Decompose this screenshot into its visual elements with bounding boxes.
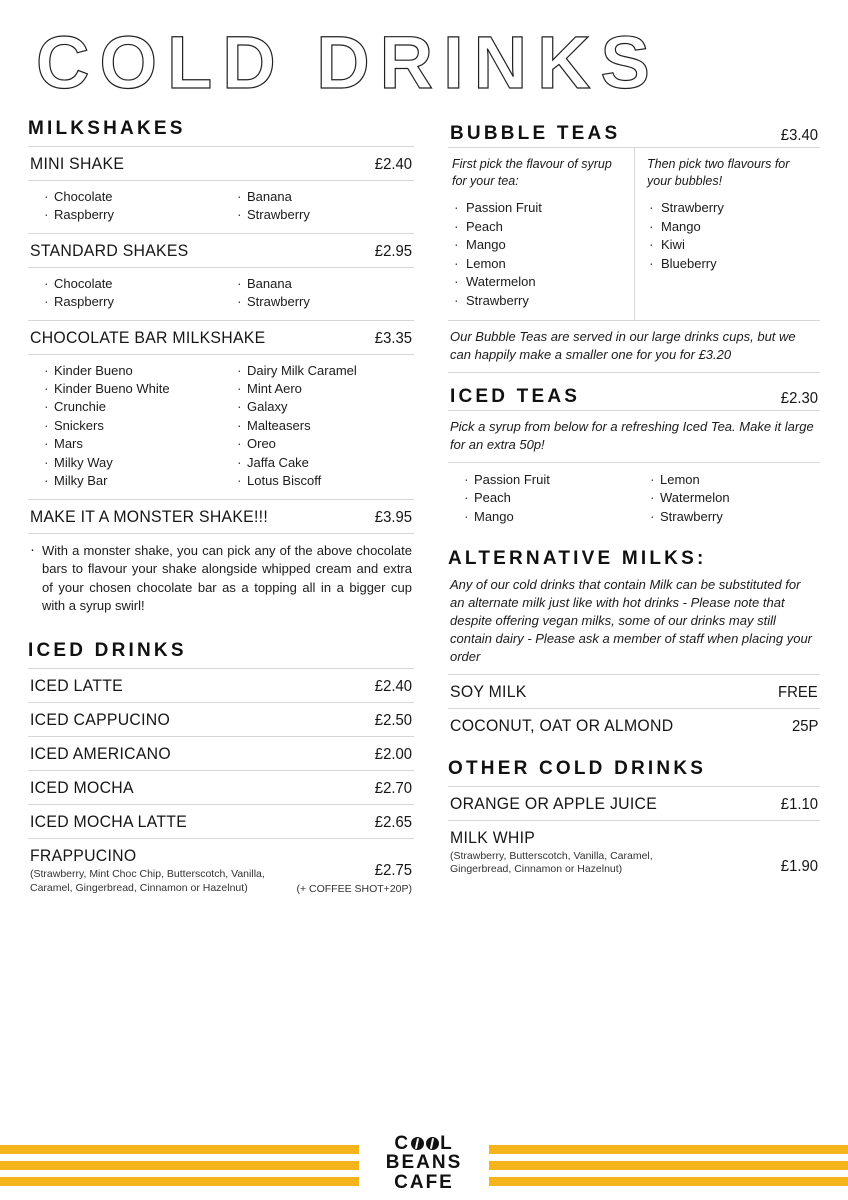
- list-item: · Strawberry: [648, 508, 820, 526]
- item-price: £2.00: [374, 746, 412, 764]
- section-heading-iced-teas: ICED TEAS: [450, 386, 581, 408]
- bubble-tea-note: Our Bubble Teas are served in our large drinks cups, but we can happily make a smaller one for you for £3.20: [450, 329, 796, 363]
- bubble-tea-bubble-list: [647, 199, 812, 273]
- section-heading-milkshakes: MILKSHAKES: [28, 117, 186, 139]
- menu-item-iced-americano: [28, 736, 414, 770]
- item-price: £2.50: [374, 712, 412, 730]
- list-item: · Lotus Biscoff: [235, 472, 414, 490]
- menu-item-mini-shake: [28, 146, 414, 180]
- page-footer: [0, 1104, 848, 1200]
- item-name: ORANGE OR APPLE JUICE: [450, 793, 658, 813]
- item-price: 25P: [791, 717, 818, 735]
- list-item: · Galaxy: [235, 398, 414, 416]
- list-item: · Kiwi: [647, 236, 812, 254]
- item-price-note: (+ COFFEE SHOT+20P): [296, 882, 412, 895]
- list-item: · Milky Bar: [42, 472, 221, 490]
- section-heading-iced-drinks: ICED DRINKS: [28, 640, 187, 662]
- logo-letter-c: C: [394, 1132, 411, 1154]
- list-item: · Malteasers: [235, 417, 414, 435]
- menu-item-frappucino: [28, 838, 414, 900]
- list-item: · Kinder Bueno White: [42, 380, 221, 398]
- item-name: MINI SHAKE: [30, 153, 125, 173]
- list-item: · Peach: [462, 489, 634, 507]
- item-name: SOY MILK: [450, 681, 527, 701]
- right-column: [448, 116, 820, 883]
- page-title: COLD DRINKS: [36, 21, 660, 104]
- bubble-tea-syrup-list: [452, 199, 626, 310]
- menu-item-monster-shake: [28, 499, 414, 533]
- flavour-column-left: [28, 362, 221, 491]
- iced-tea-flavours: [448, 462, 820, 532]
- chocolate-bar-flavours: [28, 354, 414, 499]
- list-item: · Crunchie: [42, 398, 221, 416]
- logo-letter-l: L: [440, 1132, 454, 1154]
- item-price: FREE: [778, 683, 818, 701]
- bubble-tea-options: [448, 147, 820, 321]
- list-item: · Passion Fruit: [452, 199, 626, 217]
- list-item: · Raspberry: [42, 206, 221, 224]
- list-item: · Banana: [235, 275, 414, 293]
- menu-item-soy-milk: [448, 674, 820, 708]
- list-item: · Mango: [452, 236, 626, 254]
- menu-item-standard-shakes: [28, 233, 414, 267]
- frappucino-price-block: [296, 862, 412, 895]
- menu-item-iced-mocha-latte: [28, 804, 414, 838]
- item-description: (Strawberry, Butterscotch, Vanilla, Caramel, Gingerbread, Cinnamon or Hazelnut): [450, 849, 653, 876]
- flavour-column-left: [448, 471, 634, 526]
- list-item: · Strawberry: [235, 206, 414, 224]
- list-item: · Passion Fruit: [462, 471, 634, 489]
- item-price: £1.90: [780, 858, 818, 876]
- menu-item-iced-latte: [28, 668, 414, 702]
- item-name: ICED AMERICANO: [30, 744, 171, 764]
- iced-tea-note: Pick a syrup from below for a refreshing Iced Tea. Make it large for an extra 50p!: [448, 410, 820, 462]
- section-price-bubble-teas: £3.40: [780, 126, 818, 144]
- list-item: · Jaffa Cake: [235, 454, 414, 472]
- list-item: · Kinder Bueno: [42, 362, 221, 380]
- list-item: · Mint Aero: [235, 380, 414, 398]
- menu-item-milk-whip: [448, 820, 820, 882]
- item-price: £2.40: [374, 678, 412, 696]
- coffee-bean-icon: [411, 1137, 424, 1150]
- flavour-column-left: [28, 188, 221, 225]
- item-name: COCONUT, OAT OR ALMOND: [450, 715, 674, 735]
- logo-line-cool: [369, 1134, 479, 1153]
- left-column: [28, 116, 414, 901]
- list-item: · Mango: [462, 508, 634, 526]
- list-item: · Milky Way: [42, 454, 221, 472]
- flavour-column-left: [28, 275, 221, 312]
- list-item: · Strawberry: [235, 293, 414, 311]
- list-item: · Mars: [42, 435, 221, 453]
- section-heading-alternative-milks: ALTERNATIVE MILKS:: [448, 548, 707, 570]
- list-item: · Lemon: [648, 471, 820, 489]
- flavour-column-right: [221, 362, 414, 491]
- item-name: ICED LATTE: [30, 676, 123, 696]
- section-heading-iced-teas-row: [448, 372, 820, 410]
- item-price: £3.35: [374, 329, 412, 347]
- menu-columns: [28, 116, 820, 901]
- item-name: MAKE IT A MONSTER SHAKE!!!: [30, 506, 269, 526]
- list-item: · Oreo: [235, 435, 414, 453]
- monster-shake-note: · With a monster shake, you can pick any of the above chocolate bars to flavour your shake alongside whipped cream and extra of your chosen chocolate bar as a topping all in a bigger cup with a syrup swirl!: [28, 533, 414, 625]
- flavour-column-right: [221, 188, 414, 225]
- list-item: · Dairy Milk Caramel: [235, 362, 414, 380]
- bubble-tea-syrup-lead: First pick the flavour of syrup for your tea:: [452, 156, 612, 188]
- flavour-column-right: [221, 275, 414, 312]
- item-price: £2.75: [374, 861, 412, 879]
- cool-beans-cafe-logo: [359, 1130, 489, 1194]
- alternative-milks-note: Any of our cold drinks that contain Milk can be substituted for an alternate milk just like with hot drinks - Please note that despite offering vegan milks, some of our drinks may still contain dairy - Please ask a member of staff when placing your order: [450, 577, 813, 665]
- section-heading-bubble-teas-row: [448, 116, 820, 147]
- item-price: £2.95: [374, 242, 412, 260]
- list-item: · Peach: [452, 218, 626, 236]
- logo-line-beans: BEANS: [385, 1152, 463, 1174]
- list-item: · Snickers: [42, 417, 221, 435]
- mini-shake-flavours: [28, 180, 414, 233]
- list-item: · Mango: [647, 218, 812, 236]
- list-item: · Chocolate: [42, 188, 221, 206]
- item-name: FRAPPUCINO: [30, 846, 137, 866]
- list-item: · Strawberry: [647, 199, 812, 217]
- logo-line-cafe: CAFE: [394, 1171, 454, 1193]
- list-item: · Strawberry: [452, 292, 626, 310]
- item-name: ICED MOCHA: [30, 778, 134, 798]
- item-name: ICED MOCHA LATTE: [30, 812, 188, 832]
- section-heading-bubble-teas: BUBBLE TEAS: [450, 122, 621, 144]
- section-price-iced-teas: £2.30: [780, 390, 818, 408]
- item-name: CHOCOLATE BAR MILKSHAKE: [30, 327, 266, 347]
- menu-item-chocolate-bar-milkshake: [28, 320, 414, 354]
- bubble-tea-syrups: [448, 148, 634, 320]
- item-price: £3.95: [374, 508, 412, 526]
- list-item: · Banana: [235, 188, 414, 206]
- list-item: · Watermelon: [452, 273, 626, 291]
- list-item: · Raspberry: [42, 293, 221, 311]
- list-item: · Lemon: [452, 255, 626, 273]
- list-item: · Blueberry: [647, 255, 812, 273]
- flavour-column-right: [634, 471, 820, 526]
- frappucino-details: [30, 846, 280, 894]
- item-name: MILK WHIP: [450, 827, 536, 847]
- menu-item-iced-mocha: [28, 770, 414, 804]
- list-item: · Chocolate: [42, 275, 221, 293]
- item-price: £2.70: [374, 780, 412, 798]
- item-price: £2.65: [374, 814, 412, 832]
- item-description: (Strawberry, Mint Choc Chip, Butterscotch, Vanilla, Caramel, Gingerbread, Cinnamon or Hazelnut): [30, 868, 265, 894]
- bubble-tea-bubbles: [634, 148, 820, 320]
- menu-item-orange-apple-juice: [448, 786, 820, 820]
- item-price: £1.10: [780, 795, 818, 813]
- item-name: ICED CAPPUCINO: [30, 710, 171, 730]
- milk-whip-details: [450, 828, 700, 876]
- bubble-tea-bubble-lead: Then pick two flavours for your bubbles!: [647, 156, 790, 188]
- item-price: £2.40: [374, 155, 412, 173]
- standard-shake-flavours: [28, 267, 414, 320]
- list-item: · Watermelon: [648, 489, 820, 507]
- menu-item-iced-cappucino: [28, 702, 414, 736]
- coffee-bean-icon: [426, 1137, 439, 1150]
- section-heading-other-cold-drinks: OTHER COLD DRINKS: [448, 757, 707, 779]
- menu-item-coconut-oat-almond: [448, 708, 820, 742]
- item-name: STANDARD SHAKES: [30, 240, 189, 260]
